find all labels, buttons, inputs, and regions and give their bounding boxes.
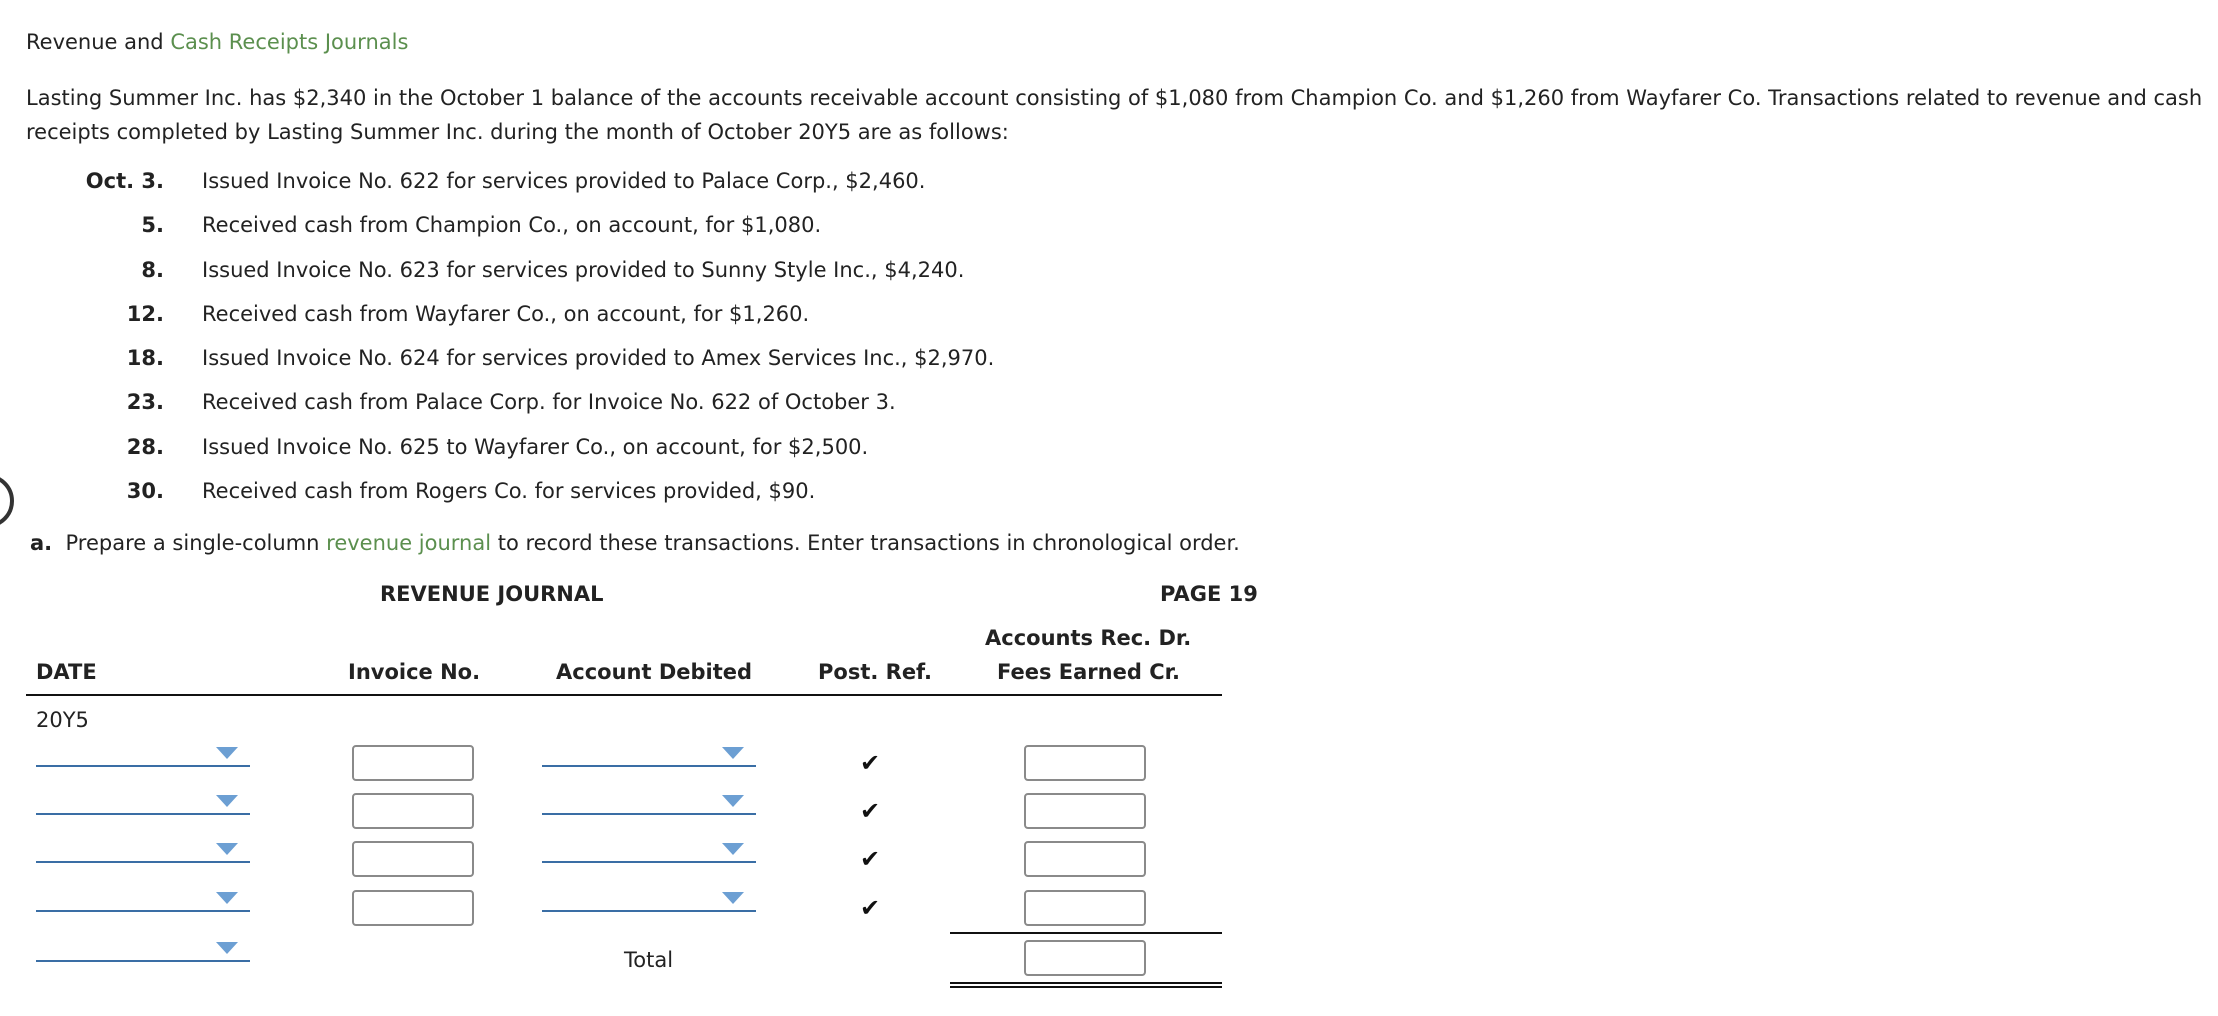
transaction-date: 18. xyxy=(126,346,164,371)
question-text-after: to record these transactions. Enter transactions in chronological order. xyxy=(491,531,1240,555)
transaction-date: 8. xyxy=(141,257,164,282)
date-dropdown[interactable] xyxy=(36,783,250,815)
invoice-input[interactable] xyxy=(352,745,474,781)
question-label: a. xyxy=(30,531,53,555)
chevron-down-icon xyxy=(722,843,744,855)
transaction-date: 23. xyxy=(126,390,164,415)
transaction-date: 12. xyxy=(126,301,164,326)
column-header-date: DATE xyxy=(36,660,97,684)
journal-title: REVENUE JOURNAL xyxy=(380,582,604,606)
page-title xyxy=(26,28,408,56)
transaction-date: Oct. 3. xyxy=(85,169,164,193)
check-icon: ✔ xyxy=(860,797,881,825)
intro-paragraph: Lasting Summer Inc. has $2,340 in the October 1 balance of the accounts receivable account consisting of $1,080 from Champion Co. and $1,260 from Wayfarer Co. Transactions related to revenue and cash receipts completed by Lasting Summer Inc. during the month of October 20Y5 are as follows: xyxy=(26,86,2203,144)
amount-input[interactable] xyxy=(1024,841,1146,877)
amount-input[interactable] xyxy=(1024,793,1146,829)
revenue-journal-link[interactable]: revenue journal xyxy=(326,531,492,555)
transaction-date: 28. xyxy=(126,434,164,459)
transaction-date: 5. xyxy=(141,213,164,238)
total-date-dropdown[interactable] xyxy=(36,930,250,962)
question-a xyxy=(30,528,1240,558)
transaction-text: Issued Invoice No. 624 for services provided to Amex Services Inc., $2,970. xyxy=(202,346,995,371)
column-header-amount-line2: Fees Earned Cr. xyxy=(997,660,1180,684)
journal-year: 20Y5 xyxy=(36,708,89,732)
transaction-text: Received cash from Palace Corp. for Invoice No. 622 of October 3. xyxy=(202,390,896,415)
chevron-down-icon xyxy=(722,747,744,759)
chevron-down-icon xyxy=(722,795,744,807)
chevron-down-icon xyxy=(722,892,744,904)
invoice-input[interactable] xyxy=(352,890,474,926)
check-icon: ✔ xyxy=(860,845,881,873)
check-icon: ✔ xyxy=(860,894,881,922)
date-dropdown[interactable] xyxy=(36,735,250,767)
transaction-text: Received cash from Wayfarer Co., on account, for $1,260. xyxy=(202,301,810,326)
partial-circle-icon xyxy=(0,474,14,528)
total-label: Total xyxy=(624,948,674,972)
account-dropdown[interactable] xyxy=(542,831,756,863)
page-title-prefix: Revenue and xyxy=(26,30,171,54)
total-amount-input[interactable] xyxy=(1024,940,1146,976)
check-icon: ✔ xyxy=(860,749,881,777)
account-dropdown[interactable] xyxy=(542,880,756,912)
account-dropdown[interactable] xyxy=(542,783,756,815)
transaction-text: Received cash from Rogers Co. for services provided, $90. xyxy=(202,479,816,504)
question-text-before: Prepare a single-column xyxy=(65,531,327,555)
transaction-text: Issued Invoice No. 625 to Wayfarer Co., on account, for $2,500. xyxy=(202,434,869,459)
column-header-amount-line1: Accounts Rec. Dr. xyxy=(985,626,1192,650)
chevron-down-icon xyxy=(216,942,238,954)
account-dropdown[interactable] xyxy=(542,735,756,767)
chevron-down-icon xyxy=(216,843,238,855)
transaction-text: Received cash from Champion Co., on account, for $1,080. xyxy=(202,213,822,238)
total-double-rule xyxy=(950,982,1222,988)
date-dropdown[interactable] xyxy=(36,831,250,863)
chevron-down-icon xyxy=(216,795,238,807)
journal-page-number: PAGE 19 xyxy=(1160,582,1258,606)
invoice-input[interactable] xyxy=(352,841,474,877)
column-header-post-ref: Post. Ref. xyxy=(818,660,933,684)
date-dropdown[interactable] xyxy=(36,880,250,912)
subtotal-rule xyxy=(950,932,1222,934)
chevron-down-icon xyxy=(216,892,238,904)
column-header-invoice: Invoice No. xyxy=(348,660,481,684)
invoice-input[interactable] xyxy=(352,793,474,829)
amount-input[interactable] xyxy=(1024,890,1146,926)
amount-input[interactable] xyxy=(1024,745,1146,781)
transaction-text: Issued Invoice No. 623 for services provided to Sunny Style Inc., $4,240. xyxy=(202,257,965,282)
cash-receipts-journals-link[interactable]: Cash Receipts Journals xyxy=(170,30,409,54)
header-divider xyxy=(26,694,1222,696)
column-header-account: Account Debited xyxy=(556,660,753,684)
transaction-text: Issued Invoice No. 622 for services provided to Palace Corp., $2,460. xyxy=(202,169,926,193)
transaction-date: 30. xyxy=(126,479,164,504)
chevron-down-icon xyxy=(216,747,238,759)
